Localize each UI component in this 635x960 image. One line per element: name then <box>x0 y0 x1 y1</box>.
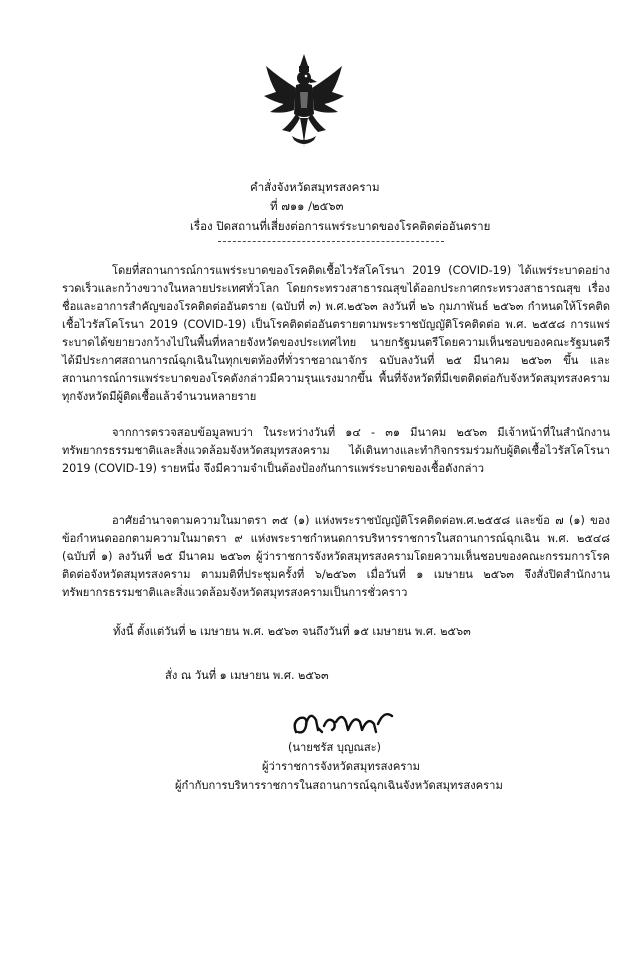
handwritten-signature <box>288 702 398 738</box>
paragraph-2-text: จากการตรวจสอบข้อมูลพบว่า ในระหว่างวันที่ ๑๔ - ๓๑ มีนาคม ๒๕๖๓ มีเจ้าหน้าที่ในสำนักงานทรัพยากรธรรมชาติและสิ่งแวดล้อมจังหวัดสมุทรสงคราม ได้เดินทางและทำกิจกรรมร่วมกับผู้ติดเชื้อไวรัสโคโรนา 2019 (COVID-19) รายหนึ่ง จึงมีความจำเป็นต้องป้องกันการแพร่ระบาดของเชื้อดังกล่าว <box>62 426 610 475</box>
signatory-position: ผู้ว่าราชการจังหวัดสมุทรสงคราม <box>262 760 421 773</box>
signatory-name: (นายชรัส บุญณสะ) <box>288 741 382 754</box>
paragraph-3 <box>62 512 610 602</box>
separator-line <box>218 241 444 242</box>
order-subject: เรื่อง ปิดสถานที่เสี่ยงต่อการแพร่ระบาดของโรคติดต่ออันตราย <box>190 219 491 233</box>
paragraph-1-text: โดยที่สถานการณ์การแพร่ระบาดของโรคติดเชื้อไวรัสโคโรนา 2019 (COVID-19) ได้แพร่ระบาดอย่างรวดเร็วและกว้างขวางในหลายประเทศทั่วโลก โดยกระทรวงสาธารณสุขได้ออกประกาศกระทรวงสาธารณสุข เรื่อง ชื่อและอาการสำคัญของโรคติดต่ออันตราย (ฉบับที่ ๓) พ.ศ.๒๕๖๓ ลงวันที่ ๒๖ กุมภาพันธ์ ๒๕๖๓ กำหนดให้โรคติดเชื้อไวรัสโคโรนา 2019 (COVID-19) เป็นโรคติดต่ออันตรายตามพระราชบัญญัติโรคติดต่อ พ.ศ. ๒๕๕๘ การแพร่ระบาดได้ขยายวงกว้างไปในพื้นที่หลายจังหวัดของประเทศไทย นายกรัฐมนตรีโดยความเห็นชอบของคณะรัฐมนตรี ได้มีประกาศสถานการณ์ฉุกเฉินในทุกเขตท้องที่ทั่วราชอาณาจักร ฉบับลงวันที่ ๒๕ มีนาคม ๒๕๖๓ ขึ้น และสถานการณ์การแพร่ระบาดของโรคดังกล่าวมีความรุนแรงมากขึ้น พื้นที่จังหวัดที่มีเขตติดต่อกับจังหวัดสมุทรสงครามทุกจังหวัดมีผู้ติดเชื้อแล้วจำนวนหลายราย <box>62 264 610 403</box>
effective-period: ทั้งนี้ ตั้งแต่วันที่ ๒ เมษายน พ.ศ. ๒๕๖๓ จนถึงวันที่ ๑๕ เมษายน พ.ศ. ๒๕๖๓ <box>113 625 471 638</box>
paragraph-1 <box>62 262 610 406</box>
order-number: ที่ ๗๑๑ /๒๕๖๓ <box>270 199 344 213</box>
garuda-emblem-icon <box>262 52 346 152</box>
order-date: สั่ง ณ วันที่ ๑ เมษายน พ.ศ. ๒๕๖๓ <box>165 669 329 682</box>
paragraph-2 <box>62 424 610 478</box>
signatory-role: ผู้กำกับการบริหารราชการในสถานการณ์ฉุกเฉินจังหวัดสมุทรสงคราม <box>175 779 503 792</box>
paragraph-3-text: อาศัยอำนาจตามความในมาตรา ๓๕ (๑) แห่งพระราชบัญญัติโรคติดต่อพ.ศ.๒๕๕๘ และข้อ ๗ (๑) ของข้อกำหนดออกตามความในมาตรา ๙ แห่งพระราชกำหนดการบริหารราชการในสถานการณ์ฉุกเฉิน พ.ศ. ๒๕๔๘ (ฉบับที่ ๑) ลงวันที่ ๒๕ มีนาคม ๒๕๖๓ ผู้ว่าราชการจังหวัดสมุทรสงครามโดยความเห็นชอบของคณะกรรมการโรคติดต่อจังหวัดสมุทรสงคราม ตามมติที่ประชุมครั้งที่ ๖/๒๕๖๓ เมื่อวันที่ ๑ เมษายน ๒๕๖๓ จึงสั่งปิดสำนักงานทรัพยากรธรรมชาติและสิ่งแวดล้อมจังหวัดสมุทรสงครามเป็นการชั่วคราว <box>62 514 610 599</box>
order-title: คำสั่งจังหวัดสมุทรสงคราม <box>250 180 380 194</box>
